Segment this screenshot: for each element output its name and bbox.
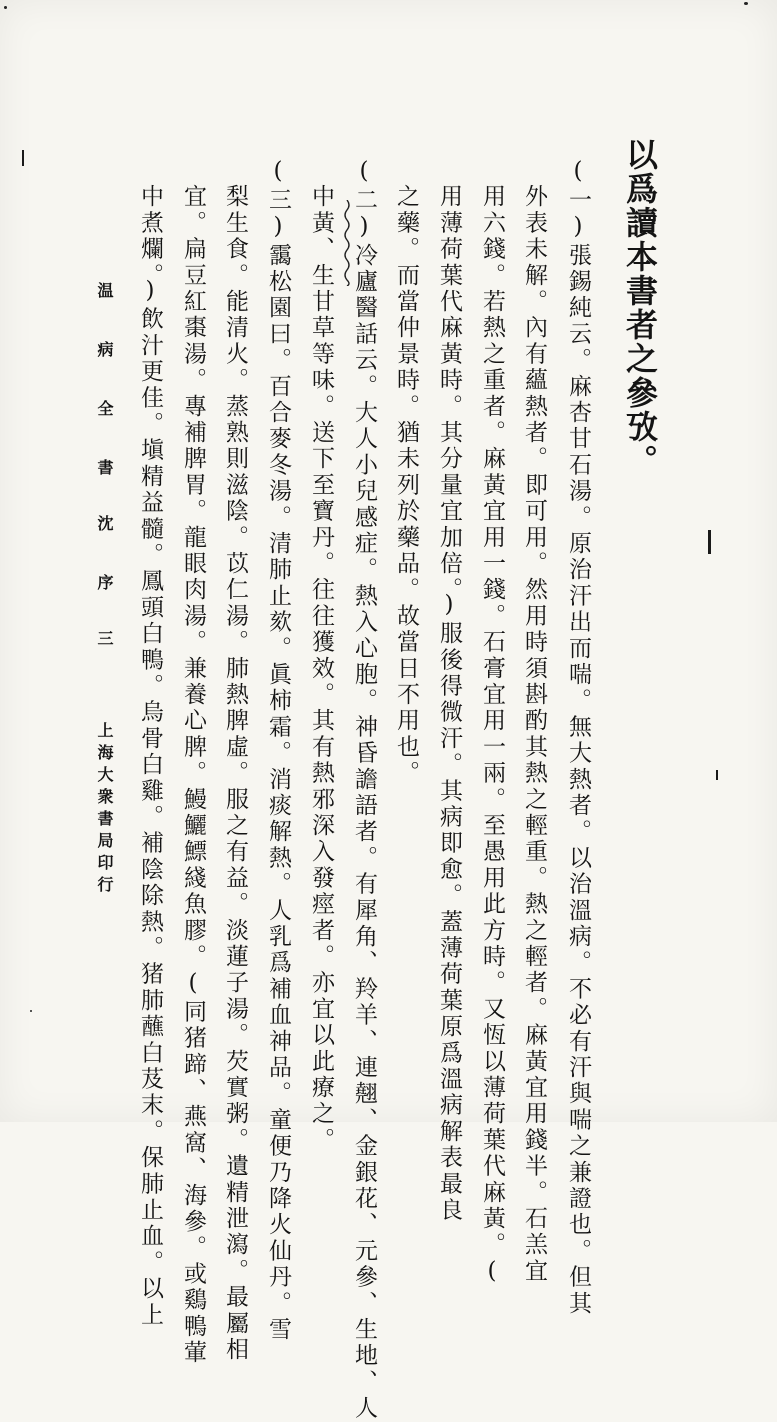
publisher-imprint: 上海大衆書局印行 (95, 722, 114, 898)
scan-mark-right-small (716, 770, 718, 780)
text-column: 梨生食。能清火。蒸熟則滋陰。苡仁湯。肺熱脾虛。服之有益。淡蓮子湯。芡實粥。遺精泄瀉。最屬相 (222, 184, 248, 1363)
text-column: 外表未解。內有蘊熱者。即可用。然用時須斟酌其熱之輕重。熱之輕者。麻黃宜用錢半。石羔宜 (521, 184, 547, 1285)
text-column: 中黃、生甘草等味。送下至寶丹。往往獲效。其有熱邪深入發痙者。亦宜以此療之。 (308, 184, 334, 1154)
wavy-underline-mark (343, 200, 351, 286)
scan-mark-right (708, 530, 711, 554)
text-column: (一)張錫純云。麻杏甘石湯。原治汗出而喘。無大熱者。以治溫病。不必有汗與喘之兼證也。但其 (565, 158, 591, 1317)
text-column: 用六錢。若熱之重者。麻黃宜用一錢。石膏宜用一兩。至愚用此方時。又恆以薄荷葉代麻黃。( (479, 184, 505, 1288)
scan-speck (30, 1010, 32, 1012)
margin-label: 温 病 全 書 沈 序 三 (95, 282, 114, 658)
text-column: (三)靄松園曰。百合麥冬湯。清肺止欬。眞柿霜。消痰解熱。人乳爲補血神品。童便乃降火仙丹。雪 (265, 158, 291, 1343)
scan-speck (4, 6, 7, 9)
text-column: 中煮爛。)飲汁更佳。塡精益髓。鳳頭白鴨。烏骨白雞。補陰除熱。猪肺蘸白芨末。保肺止血。以上 (137, 184, 163, 1329)
text-column: (二)冷廬醫話云。大人小兒感症。熱入心胞。神昏譫語者。有犀角、羚羊、連翹、金銀花、元參、生地、人 (351, 158, 377, 1422)
text-column: 宜。扁豆紅棗湯。專補脾胃。龍眼肉湯。兼養心脾。鰻鱺鰾綫魚膠。(同猪蹄、燕窩、海參。或鷄鴨葷 (180, 184, 206, 1366)
section-title: 以爲讀本書者之參攷。 (621, 138, 659, 478)
scan-mark-left (22, 150, 24, 166)
scan-speck (744, 2, 748, 5)
text-column: 之藥。而當仲景時。猶未列於藥品。故當日不用也。 (393, 184, 419, 787)
text-column: 用薄荷葉代麻黃時。其分量宜加倍。)服後得微汗。其病即愈。蓋薄荷葉原爲溫病解表最良 (436, 184, 462, 1224)
